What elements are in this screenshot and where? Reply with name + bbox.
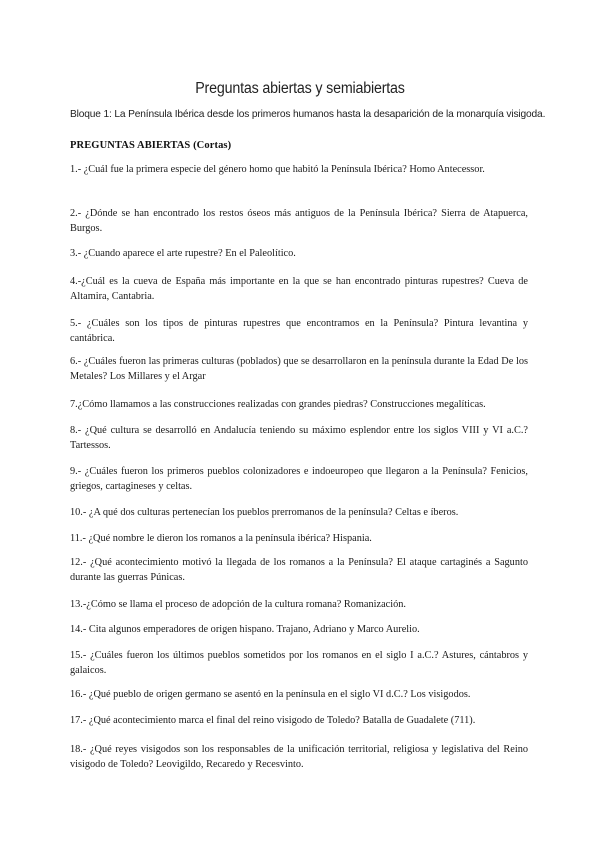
question-item: 12.- ¿Qué acontecimiento motivó la llegada de los romanos a la Península? El ataque cartaginés a Sagunto durante las guerras Púnicas. [70,557,528,583]
question-item: 14.- Cita algunos emperadores de origen hispano. Trajano, Adriano y Marco Aurelio. [70,624,420,635]
question-item: 16.- ¿Qué pueblo de origen germano se asentó en la península en el siglo VI d.C.? Los visigodos. [70,689,471,700]
question-item: 13.-¿Cómo se llama el proceso de adopción de la cultura romana? Romanización. [70,599,406,610]
question-item: 11.- ¿Qué nombre le dieron los romanos a la península ibérica? Hispania. [70,533,372,544]
question-item: 18.- ¿Qué reyes visigodos son los responsables de la unificación territorial, religiosa y legislativa del Reino visigodo de Toledo? Leovigildo, Recaredo y Recesvinto. [70,744,528,770]
question-item: 2.- ¿Dónde se han encontrado los restos óseos más antiguos de la Península Ibérica? Sierra de Atapuerca, Burgos. [70,208,528,234]
question-item: 15.- ¿Cuáles fueron los últimos pueblos sometidos por los romanos en el siglo I a.C.? Astures, cántabros y galaicos. [70,650,528,676]
section-heading: PREGUNTAS ABIERTAS (Cortas) [70,140,232,151]
question-item: 1.- ¿Cuál fue la primera especie del género homo que habitó la Península Ibérica? Homo Antecessor. [70,164,485,175]
question-item: 8.- ¿Qué cultura se desarrolló en Andalucía teniendo su máximo esplendor entre los siglos VIII y VI a.C.? Tartessos. [70,425,528,451]
question-item: 6.- ¿Cuáles fueron las primeras culturas (poblados) que se desarrollaron en la península durante la Edad De los Metales? Los Millares y el Argar [70,356,528,382]
question-item: 4.-¿Cuál es la cueva de España más importante en la que se han encontrado pinturas rupestres? Cueva de Altamira, Cantabria. [70,276,528,302]
question-item: 7.¿Cómo llamamos a las construcciones realizadas con grandes piedras? Construcciones megalíticas. [70,399,486,410]
question-item: 5.- ¿Cuáles son los tipos de pinturas rupestres que encontramos en la Península? Pintura levantina y cantábrica. [70,318,528,344]
block-subtitle: Bloque 1: La Península Ibérica desde los primeros humanos hasta la desaparición de la monarquía visigoda. [70,109,546,120]
question-item: 17.- ¿Qué acontecimiento marca el final del reino visigodo de Toledo? Batalla de Guadalete (711). [70,715,476,726]
question-item: 9.- ¿Cuáles fueron los primeros pueblos colonizadores e indoeuropeo que llegaron a la Península? Fenicios, griegos, cartagineses y celtas. [70,466,528,492]
question-item: 10.- ¿A qué dos culturas pertenecían los pueblos prerromanos de la península? Celtas e íberos. [70,507,459,518]
page-title: Preguntas abiertas y semiabiertas [195,80,405,97]
question-item: 3.- ¿Cuando aparece el arte rupestre? En el Paleolítico. [70,248,296,259]
